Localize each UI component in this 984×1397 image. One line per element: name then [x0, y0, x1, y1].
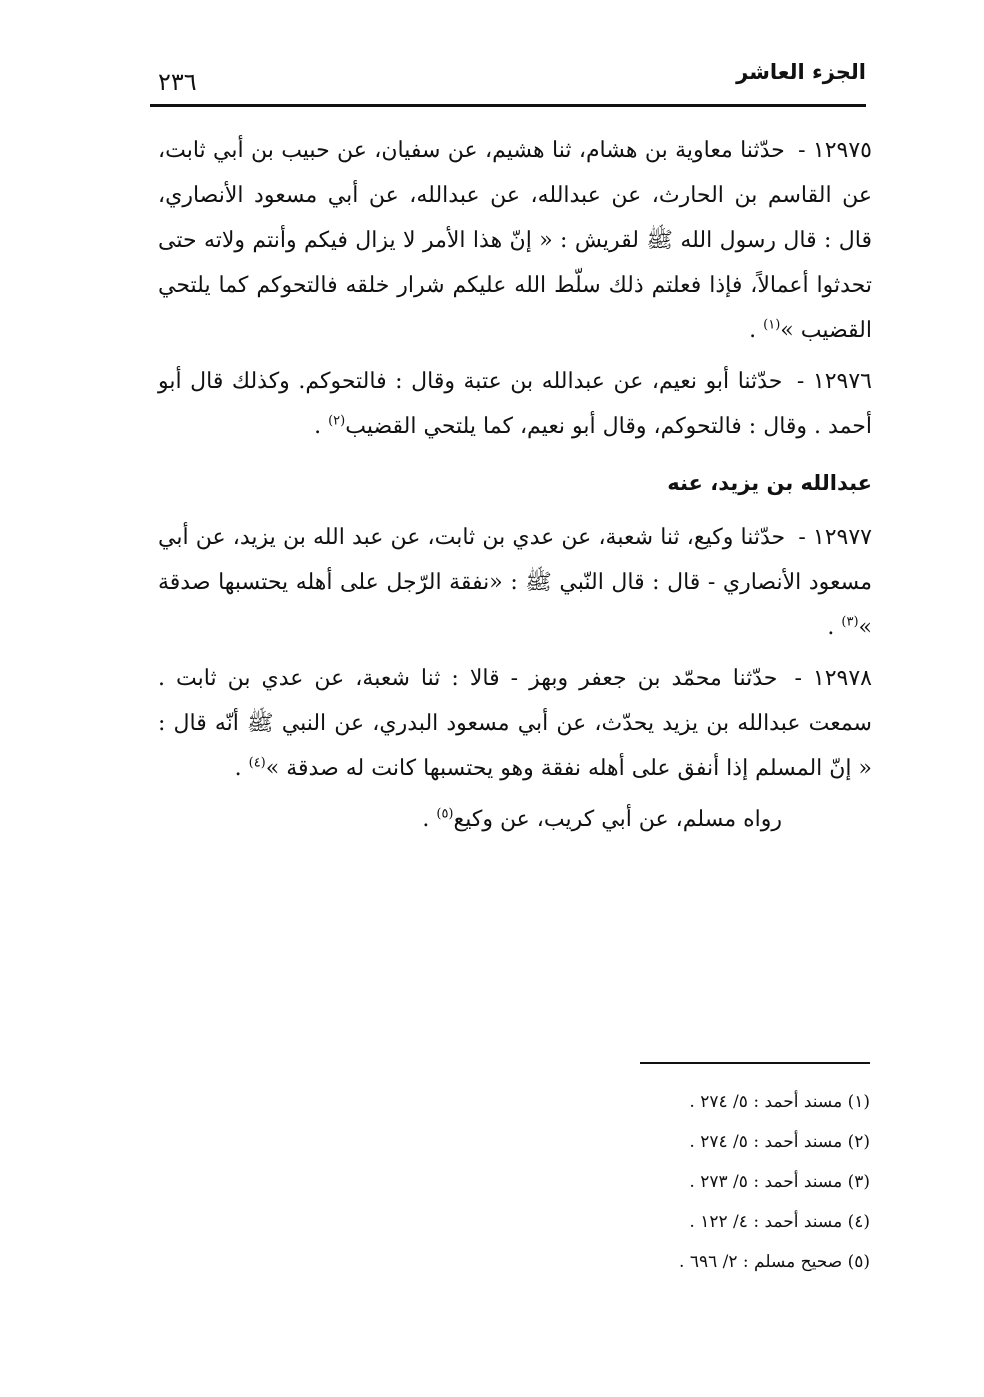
footnote-item: (٤) مسند أحمد : ٤/ ١٢٢ .: [689, 1212, 870, 1232]
footnote-item: (٣) مسند أحمد : ٥/ ٢٧٣ .: [689, 1172, 870, 1192]
hadith-text: حدّثنا أبو نعيم، عن عبدالله بن عتبة وقال : فالتحوكم. وكذلك قال أبو أحمد . وقال : فالتحوكم، وقال أبو نعيم، كما يلتحي القضيب: [158, 369, 872, 439]
hadith-number: ١٢٩٧٧ -: [798, 525, 872, 550]
hadith-12977: [158, 515, 872, 650]
footnote-separator: [640, 1062, 870, 1064]
footnote-item: (٢) مسند أحمد : ٥/ ٢٧٤ .: [689, 1132, 870, 1152]
footnote-item: (١) مسند أحمد : ٥/ ٢٧٤ .: [689, 1092, 870, 1112]
footnote-ref: (٤): [248, 755, 266, 771]
closing-note: [158, 797, 872, 842]
period: .: [827, 615, 835, 640]
running-title: الجزء العاشر: [736, 60, 866, 84]
footnotes: [470, 1082, 870, 1282]
hadith-number: ١٢٩٧٦ -: [796, 369, 872, 394]
hadith-text: حدّثنا معاوية بن هشام، ثنا هشيم، عن سفيان، عن حبيب بن أبي ثابت، عن القاسم بن الحارث، عن عبدالله، عن عبدالله، عن أبي مسعود الأنصاري، قال : قال رسول الله ﷺ لقريش : « إنّ هذا الأمر لا يزال فيكم وأنتم ولاته حتى تحدثوا أعمالاً، فإذا فعلتم ذلك سلّط الله عليكم شرار خلقه فالتحوكم كما يلتحي القضيب »: [158, 138, 872, 343]
hadith-12975: [158, 128, 872, 353]
footnote-ref: (٣): [841, 614, 859, 630]
hadith-text: حدّثنا وكيع، ثنا شعبة، عن عدي بن ثابت، عن عبد الله بن يزيد، عن أبي مسعود الأنصاري - قال : قال النّبي ﷺ : «نفقة الرّجل على أهله يحتسبها صدقة »: [158, 525, 872, 640]
period: .: [749, 318, 757, 343]
period: .: [422, 807, 430, 832]
hadith-number: ١٢٩٧٥ -: [798, 138, 872, 163]
section-heading: عبدالله بن يزيد، عنه: [667, 471, 872, 495]
period: .: [234, 756, 242, 781]
footnote-ref: (١): [763, 317, 781, 333]
period: .: [314, 414, 322, 439]
hadith-text: حدّثنا محمّد بن جعفر وبهز - قالا : ثنا شعبة، عن عدي بن ثابت . سمعت عبدالله بن يزيد يحدّث، عن أبي مسعود البدري، عن النبي ﷺ أنّه قال : « إنّ المسلم إذا أنفق على أهله نفقة وهو يحتسبها كانت له صدقة »: [158, 666, 872, 781]
footnote-item: (٥) صحيح مسلم : ٢/ ٦٩٦ .: [679, 1252, 870, 1272]
main-text: [158, 128, 872, 848]
page-header: [150, 58, 866, 118]
page-number: ٢٣٦: [158, 68, 197, 96]
hadith-12976: [158, 359, 872, 449]
hadith-number: ١٢٩٧٨ -: [794, 666, 872, 691]
footnote-ref: (٥): [436, 806, 454, 822]
closing-text: رواه مسلم، عن أبي كريب، عن وكيع: [453, 807, 782, 832]
hadith-12978: [158, 656, 872, 791]
header-rule: [150, 104, 866, 107]
footnote-ref: (٢): [328, 413, 346, 429]
